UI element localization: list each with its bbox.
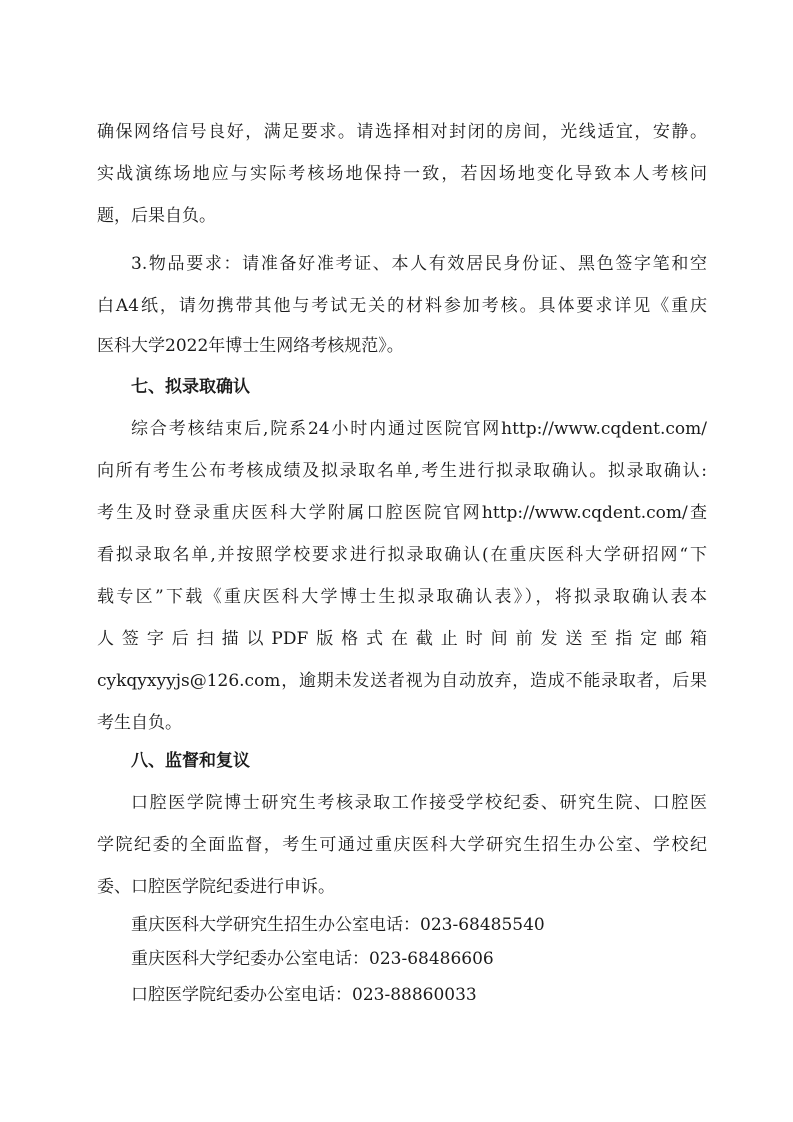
section7-line-7: cykqyxyyjs@126.com，逾期未发送者视为自动放弃，造成不能录取者，后果 [97,671,707,691]
section8-heading: 八、监督和复议 [131,751,250,771]
contact-dental-school-discipline: 口腔医学院纪委办公室电话：023-88860033 [131,985,477,1005]
section7-line-1: 综合考核结束后,院系24小时内通过医院官网http://www.cqdent.com/ [131,419,707,439]
section8-line-2: 学院纪委的全面监督，考生可通过重庆医科大学研究生招生办公室、学校纪 [97,835,707,855]
item3-line-1: 3.物品要求：请准备好准考证、本人有效居民身份证、黑色签字笔和空 [131,254,707,274]
paragraph-network-line-1: 确保网络信号良好，满足要求。请选择相对封闭的房间，光线适宜，安静。 [97,122,707,142]
section8-line-1: 口腔医学院博士研究生考核录取工作接受学校纪委、研究生院、口腔医 [131,793,707,813]
section7-line-4: 看拟录取名单,并按照学校要求进行拟录取确认(在重庆医科大学研招网“下 [97,545,707,565]
section7-line-2: 向所有考生公布考核成绩及拟录取名单,考生进行拟录取确认。拟录取确认: [97,461,707,481]
section7-line-8: 考生自负。 [97,713,182,733]
section7-line-3: 考生及时登录重庆医科大学附属口腔医院官网http://www.cqdent.com/查 [97,503,707,523]
contact-university-discipline: 重庆医科大学纪委办公室电话：023-68486606 [131,949,494,969]
section8-line-3: 委、口腔医学院纪委进行申诉。 [97,877,335,897]
paragraph-network-line-3: 题，后果自负。 [97,206,216,226]
item3-line-3: 医科大学2022年博士生网络考核规范》。 [97,336,404,356]
contact-graduate-admissions: 重庆医科大学研究生招生办公室电话：023-68485540 [131,915,545,935]
section7-line-5: 载专区”下载《重庆医科大学博士生拟录取确认表》），将拟录取确认表本 [97,587,707,607]
item3-line-2: 白A4纸，请勿携带其他与考试无关的材料参加考核。具体要求详见《重庆 [97,296,707,316]
section7-heading: 七、拟录取确认 [131,377,250,397]
paragraph-network-line-2: 实战演练场地应与实际考核场地保持一致，若因场地变化导致本人考核问 [97,164,707,184]
section7-line-6: 人签字后扫描以PDF版格式在截止时间前发送至指定邮箱 [97,629,707,649]
